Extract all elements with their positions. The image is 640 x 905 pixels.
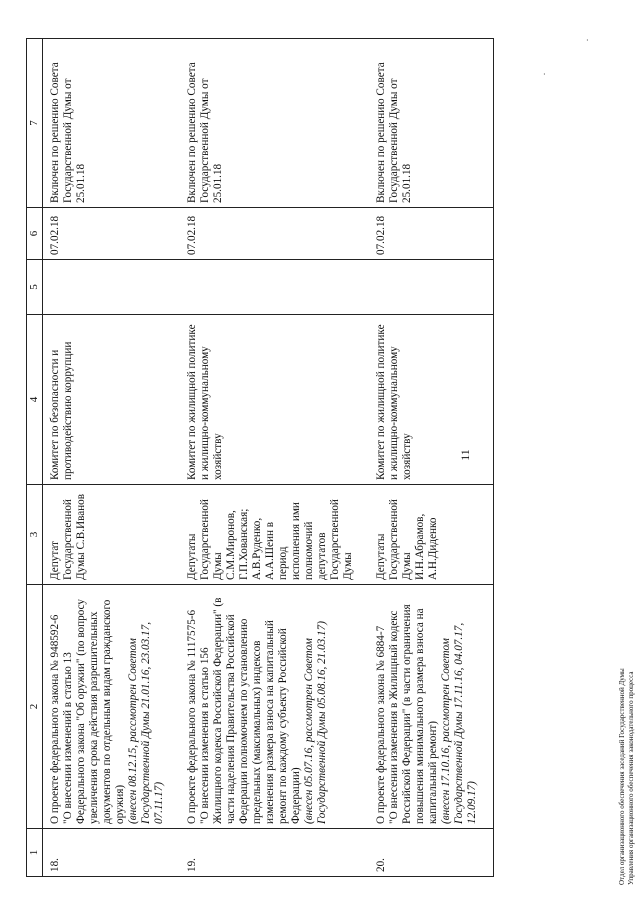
- responsible-committee: Комитет по жилищной политике и жилищно-коммунальному хозяйству: [180, 315, 369, 485]
- bill-authors: Депутаты Государственной Думы И.Н.Абрамов, А.Н.Диденко: [369, 485, 494, 585]
- bill-authors: Депутаты Государственной Думы С.М.Миронов, Г.П.Хованская; А.В.Руденко, А.А.Шеин в период исполнения ими полномочий депутатов Государственной Думы: [180, 485, 369, 585]
- bill-history: (внесен 08.12.15, рассмотрен Советом Государственной Думы 21.01.16, 23.03.17, 07.11.17): [127, 621, 165, 824]
- bill-authors: Депутат Государственной Думы С.В.Иванов: [43, 485, 181, 585]
- bill-description: [180, 585, 369, 829]
- bills-table: [26, 38, 494, 877]
- table-row: [180, 39, 369, 877]
- footer-department: [618, 25, 636, 885]
- bill-subject: "О внесении изменений в статью 13 Федерального закона "Об оружии" (по вопросу увеличения срока действия разрешительных документов по отдельным видам гражданского оружия): [62, 599, 126, 824]
- page-number: 11: [458, 449, 472, 461]
- bill-title: О проекте федерального закона № 6884-7: [375, 625, 387, 824]
- inclusion-decision: Включен по решению Совета Государственной Думы от 25.01.18: [180, 39, 369, 208]
- bill-title: О проекте федерального закона № 948592-6: [49, 614, 61, 824]
- scan-speck: ·: [586, 36, 589, 45]
- consideration-date: 07.02.18: [369, 208, 494, 260]
- consideration-date: 07.02.18: [43, 208, 181, 260]
- column-header: 2: [27, 585, 43, 829]
- responsible-committee: Комитет по жилищной политике и жилищно-коммунальному хозяйству: [369, 315, 494, 485]
- rotated-content: [18, 25, 635, 885]
- column-header: 1: [27, 829, 43, 877]
- bill-description: [43, 585, 181, 829]
- responsible-committee: Комитет по безопасности и противодействию коррупции: [43, 315, 181, 485]
- consideration-date: 07.02.18: [180, 208, 369, 260]
- column-header: 5: [27, 260, 43, 315]
- inclusion-decision: Включен по решению Совета Государственной Думы от 25.01.18: [369, 39, 494, 208]
- bill-subject: "О внесении изменения в статью 156 Жилищного кодекса Российской Федерации" (в части наделения Правительства Российской Федерации полномочием по установлению предельных (максимальных) индексов изменения размера взноса на капитальный ремонт по каждому субъекту Российской Федерации): [199, 597, 302, 824]
- column-header: 7: [27, 39, 43, 208]
- row-number: 19.: [180, 829, 369, 877]
- inclusion-decision: Включен по решению Совета Государственной Думы от 25.01.18: [43, 39, 181, 208]
- table-row: [43, 39, 181, 877]
- column-header: 6: [27, 208, 43, 260]
- column-header: 3: [27, 485, 43, 585]
- footer-line: Отдел организационного обеспечения заседаний Государственной Думы: [618, 668, 626, 885]
- column-5-cell: [369, 260, 494, 315]
- footer-line: Управления организационного обеспечения законодательного процесса: [627, 671, 635, 885]
- bill-history: (внесен 17.10.16, рассмотрен Советом Государственной Думы 17.11.16, 04.07.17, 12.09.17): [440, 622, 478, 824]
- row-number: 18.: [43, 829, 181, 877]
- bill-history: (внесен 05.07.16, рассмотрен Советом Государственной Думы 05.08.16, 21.03.17): [303, 621, 328, 824]
- bill-subject: "О внесении изменения в Жилищный кодекс Российской Федерации" (в части ограничения повышения минимального размера взноса на капитальный ремонт): [388, 604, 439, 824]
- column-header: 4: [27, 315, 43, 485]
- table-row: [369, 39, 494, 877]
- bill-description: [369, 585, 494, 829]
- table-header-row: [27, 39, 43, 877]
- row-number: 20.: [369, 829, 494, 877]
- column-5-cell: [180, 260, 369, 315]
- bill-title: О проекте федерального закона № 1117575-6: [186, 609, 198, 824]
- scan-speck: ·: [543, 70, 546, 79]
- column-5-cell: [43, 260, 181, 315]
